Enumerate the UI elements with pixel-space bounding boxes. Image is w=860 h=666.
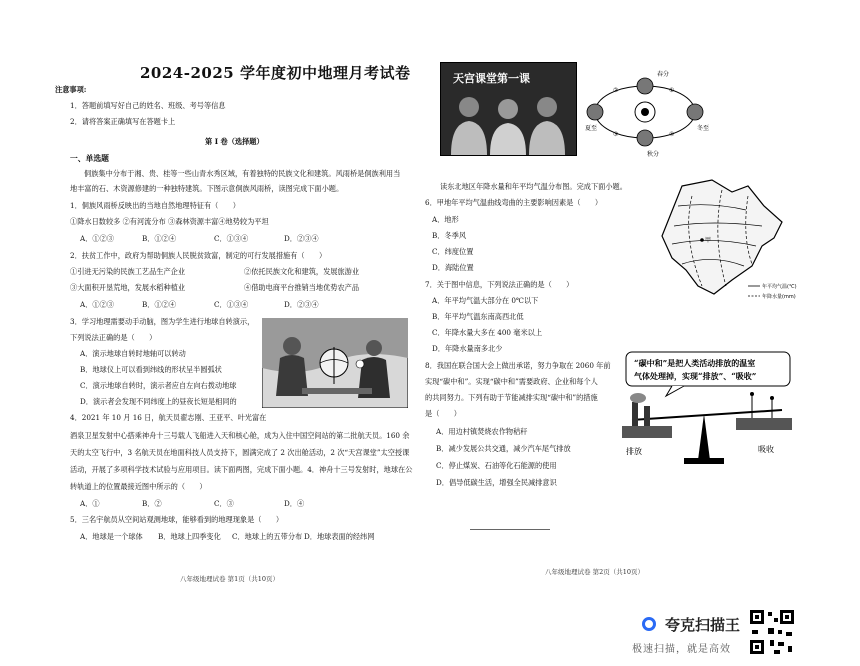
divider bbox=[470, 529, 550, 530]
q2-opt-4: ④借助电商平台推销当地优势农产品 bbox=[244, 283, 360, 292]
passage1-line1: 侗族集中分布于湘、贵、桂等一些山青水秀区域，有着独特的民族文化和建筑。风雨桥是侗族利用当 bbox=[84, 169, 401, 178]
orbit-num-4: ④ bbox=[669, 131, 675, 138]
q5-choice-b: B．地球上四季变化 bbox=[158, 532, 221, 541]
q2-opt-1: ①引进无污染的民族工艺品生产企业 bbox=[70, 267, 186, 276]
q4-choice-a: A．① bbox=[80, 499, 100, 508]
q1-choice-d: D．②③④ bbox=[284, 234, 319, 243]
passage4-line3: 天的太空飞行中，3 名航天员在地面科技人员支持下，圆满完成了 2 次出舱活动，2 次“天宫课堂”太空授课 bbox=[70, 448, 410, 457]
map-point-jia: 甲 bbox=[705, 237, 712, 244]
orbit-label-summer: 夏至 bbox=[585, 125, 598, 132]
q6-opt-b: B．冬季风 bbox=[432, 231, 467, 240]
q4-choice-c: C．③ bbox=[214, 499, 234, 508]
q8-opt-d: D．倡导低碳生活，增强全民减排意识 bbox=[436, 478, 557, 487]
question-1-options: ①降水日数较多 ②有河流分布 ③森林资源丰富④地势较为平坦 bbox=[70, 217, 269, 226]
q2-choice-b: B．①②④ bbox=[142, 300, 177, 309]
notes-heading: 注意事项: bbox=[55, 85, 87, 94]
q3-opt-d: D．演示者会发现不同纬度上的昼夜长短是相同的 bbox=[80, 397, 237, 406]
q3-opt-b: B．地球仪上可以看到纬线的形状呈半圆弧状 bbox=[80, 365, 222, 374]
q2-opt-2: ②依托民族文化和建筑，发展旅游业 bbox=[244, 267, 360, 276]
bubble-line1: “碳中和”是把人类活动排放的温室 bbox=[634, 358, 756, 368]
q2-choice-d: D．②③④ bbox=[284, 300, 319, 309]
q8-opt-a: A．用边村镇焚烧农作物秸秆 bbox=[436, 427, 528, 436]
passage1-line2: 地丰富的石、木资源修建的一种独特建筑。下图示意侗族风雨桥，读图完成下面小题。 bbox=[70, 184, 344, 193]
note-1: 1．答题前填写好自己的姓名、班级、考号等信息 bbox=[70, 101, 226, 110]
tiangong-photo bbox=[440, 62, 577, 156]
part-title: 第 I 卷（选择题） bbox=[205, 137, 264, 146]
carbon-neutral-diagram bbox=[612, 350, 798, 478]
passage4-line5: 转轨道上的位置最接近图中所示的（ ） bbox=[70, 482, 207, 491]
page-title: 2024-2025 学年度初中地理月考试卷 bbox=[140, 64, 411, 82]
q6-opt-a: A．地形 bbox=[432, 215, 459, 224]
earth-orbit-diagram bbox=[585, 62, 710, 158]
question-8-line4: 是（ ） bbox=[425, 409, 461, 418]
q1-choice-c: C．①③④ bbox=[214, 234, 249, 243]
northeast-climate-map bbox=[652, 176, 802, 306]
q7-opt-a: A．年平均气温大部分在 0℃以下 bbox=[432, 296, 539, 305]
q2-choice-a: A．①②③ bbox=[80, 300, 114, 309]
question-5: 5．三名宇航员从空间站观测地球，能够看到的地理现象是（ ） bbox=[70, 515, 284, 524]
q5-choice-d: D．地球表面的经纬网 bbox=[304, 532, 375, 541]
orbit-label-spring: 春分 bbox=[657, 71, 670, 78]
passage4-line2: 酒泉卫星发射中心搭乘神舟十三号载人飞船进入天和核心舱，成为入住中国空间站的第二批航天员。160 余 bbox=[70, 431, 410, 440]
q1-choice-b: B．①②④ bbox=[142, 234, 177, 243]
q6-opt-d: D．海陆位置 bbox=[432, 263, 474, 272]
q3-opt-c: C．演示地球自转时，演示者应自左向右拨动地球 bbox=[80, 381, 237, 390]
tiangong-banner: 天宫课堂第一课 bbox=[453, 72, 530, 85]
question-1: 1．侗族风雨桥反映出的当地自然地理特征有（ ） bbox=[70, 201, 240, 210]
question-8-line1: 8．我国在联合国大会上做出承诺，努力争取在 2060 年前 bbox=[425, 361, 611, 370]
legend-precip: 年降水量(mm) bbox=[762, 294, 796, 300]
orbit-num-3: ③ bbox=[613, 131, 619, 138]
qr-code-icon bbox=[748, 608, 796, 656]
q2-opt-3: ③大面积开垦荒地，发展水稻种植业 bbox=[70, 283, 186, 292]
note-2: 2．请将答案正确填写在答题卡上 bbox=[70, 117, 176, 126]
q7-opt-b: B．年平均气温东南高西北低 bbox=[432, 312, 524, 321]
q1-choice-a: A．①②③ bbox=[80, 234, 114, 243]
q4-choice-b: B．② bbox=[142, 499, 162, 508]
scale-left-label: 排放 bbox=[626, 447, 642, 456]
q5-choice-a: A．地球是一个球体 bbox=[80, 532, 143, 541]
question-8-line2: 实现“碳中和”。实现“碳中和”需要政府、企业和每个人 bbox=[425, 377, 598, 386]
q4-choice-d: D．④ bbox=[284, 499, 305, 508]
q3-opt-a: A．演示地球自转时地轴可以转动 bbox=[80, 349, 186, 358]
question-7: 7．关于图中信息，下列说法正确的是（ ） bbox=[425, 280, 574, 289]
legend-temp: 年平均气温(℃) bbox=[762, 284, 797, 290]
q8-opt-c: C．停止煤炭、石油等化石能源的使用 bbox=[436, 461, 557, 470]
q7-opt-c: C．年降水量大多在 400 毫米以上 bbox=[432, 328, 543, 337]
q7-opt-d: D．年降水量南多北少 bbox=[432, 344, 503, 353]
globe-demo-illustration bbox=[262, 318, 408, 408]
question-3-line2: 下列说法正确的是（ ） bbox=[70, 333, 157, 342]
q2-choice-c: C．①③④ bbox=[214, 300, 249, 309]
orbit-num-2: ② bbox=[613, 87, 619, 94]
passage4-line1: 4．2021 年 10 月 16 日，航天员翟志刚、王亚平、叶光富在 bbox=[70, 413, 267, 422]
brand-name: 夸克扫描王 bbox=[665, 616, 741, 634]
orbit-label-winter: 冬至 bbox=[697, 125, 710, 132]
q8-opt-b: B．减少发展公共交通，减少汽车尾气排放 bbox=[436, 444, 571, 453]
passage4-line4: 活动，开展了多项科学技术试验与应用项目。读下面两图，完成下面小题。4．神舟十三号发射时，地球在公 bbox=[70, 465, 413, 474]
question-3-line1: 3．学习地理需要动手动脑，图为学生进行地球自转演示， bbox=[70, 317, 255, 326]
orbit-label-autumn: 秋分 bbox=[647, 151, 660, 158]
q5-choice-c: C．地球上的五带分布 bbox=[232, 532, 303, 541]
section-title: 一、单选题 bbox=[70, 154, 109, 163]
map-intro: 读东北地区年降水量和年平均气温分布图。完成下面小题。 bbox=[440, 182, 627, 191]
left-footer: 八年级地理试卷 第1页（共10页） bbox=[180, 575, 279, 583]
q6-opt-c: C．纬度位置 bbox=[432, 247, 474, 256]
brand-slogan: 极速扫描，就是高效 bbox=[632, 644, 731, 655]
scale-right-label: 吸收 bbox=[758, 445, 774, 454]
question-6: 6．甲地年平均气温曲线弯曲的主要影响因素是（ ） bbox=[425, 198, 603, 207]
right-footer: 八年级地理试卷 第2页（共10页） bbox=[545, 568, 644, 576]
bubble-line2: 气体处理掉，实现“排放”、“吸收” bbox=[634, 371, 757, 381]
brand-logo-icon bbox=[642, 617, 656, 631]
question-2: 2．扶贫工作中，政府为帮助侗族人民脱贫致富，制定的可行发展措施有（ ） bbox=[70, 251, 327, 260]
orbit-num-1: ① bbox=[669, 87, 675, 94]
question-8-line3: 的共同努力。下列有助于节能减排实现“碳中和”的措施 bbox=[425, 393, 598, 402]
